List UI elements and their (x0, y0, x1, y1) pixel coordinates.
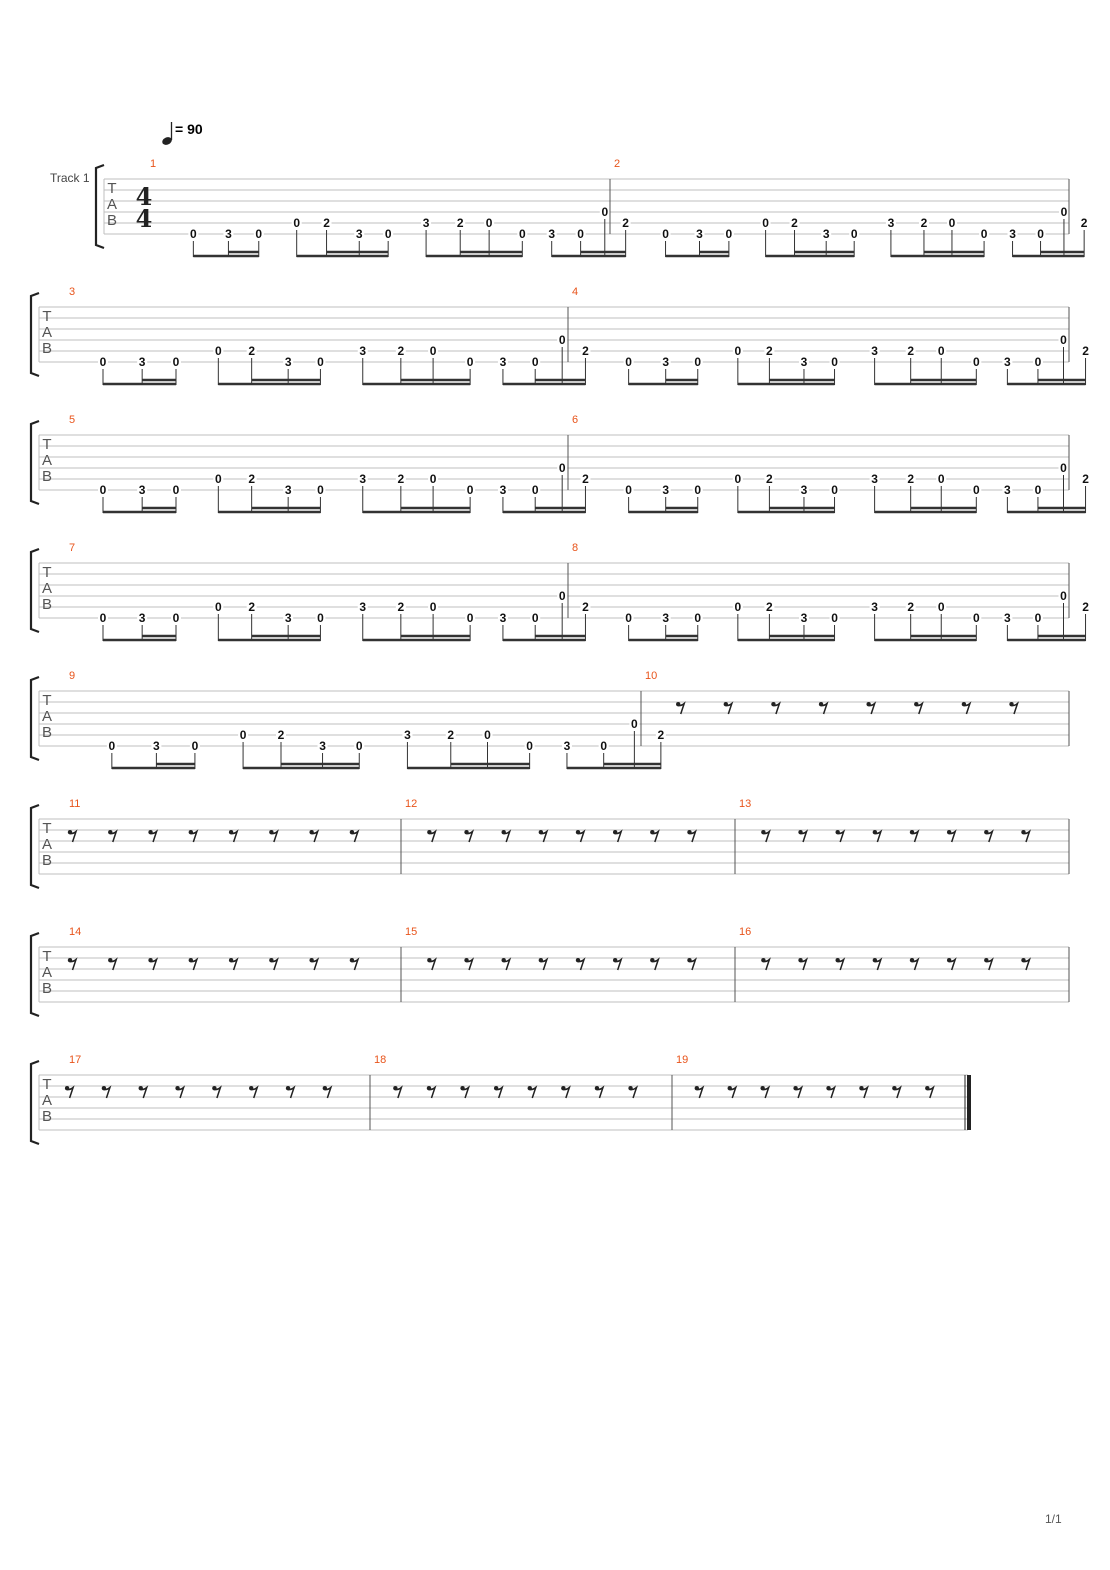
measure (572, 542, 1091, 641)
fret-number: 2 (397, 344, 405, 358)
tab-system (96, 158, 1089, 257)
eighth-rest-icon (650, 958, 658, 970)
tab-clef-letter: A (41, 964, 53, 981)
tab-clef-letter: B (41, 852, 53, 869)
eighth-rest-icon (650, 830, 658, 842)
system-bracket (31, 933, 39, 1016)
fret-number: 2 (456, 216, 464, 230)
fret-number: 3 (359, 600, 367, 614)
fret-number: 3 (800, 611, 808, 625)
eighth-rest-icon (873, 830, 881, 842)
fret-number: 0 (1060, 333, 1067, 347)
fret-number: 0 (429, 600, 437, 614)
eighth-rest-icon (350, 958, 358, 970)
fret-number: 0 (485, 216, 493, 230)
fret-number: 2 (248, 344, 256, 358)
fret-number: 0 (972, 483, 980, 497)
eighth-rest-icon (108, 958, 116, 970)
measure-number: 14 (69, 926, 82, 938)
measure-number: 12 (405, 798, 418, 810)
fret-number: 2 (791, 216, 798, 230)
measure (614, 158, 1089, 257)
fret-number: 2 (1082, 472, 1089, 486)
fret-number: 0 (762, 216, 769, 230)
measure-number: 8 (572, 542, 579, 554)
eighth-rest-icon (427, 830, 435, 842)
eighth-rest-icon (427, 958, 435, 970)
fret-number: 2 (766, 472, 773, 486)
eighth-rest-icon (728, 1086, 736, 1098)
measure-number: 15 (405, 926, 418, 938)
tab-clef-letter: A (41, 1092, 53, 1109)
fret-number: 0 (631, 717, 638, 731)
fret-number: 0 (99, 611, 107, 625)
tab-clef-letter: T (42, 820, 52, 837)
eighth-rest-icon (323, 1086, 331, 1098)
eighth-rest-icon (613, 830, 621, 842)
eighth-rest-icon (962, 702, 970, 714)
eighth-rest-icon (1021, 958, 1029, 970)
fret-number: 0 (601, 205, 609, 219)
fret-number: 0 (937, 472, 945, 486)
eighth-rest-icon (947, 830, 955, 842)
system-bracket (31, 1061, 39, 1144)
fret-number: 0 (980, 227, 988, 241)
fret-number: 2 (1080, 216, 1088, 230)
fret-number: 0 (255, 227, 263, 241)
fret-number: 3 (499, 483, 507, 497)
tab-clef-letter: B (41, 1108, 53, 1125)
tab-clef-letter: T (42, 564, 52, 581)
fret-number: 2 (907, 344, 915, 358)
tab-clef-letter: B (41, 724, 53, 741)
fret-number: 0 (972, 355, 980, 369)
fret-number: 0 (214, 344, 222, 358)
fret-number: 0 (317, 611, 324, 625)
time-signature (136, 182, 153, 233)
system-bracket (31, 549, 39, 632)
fret-number: 3 (359, 472, 367, 486)
fret-number: 0 (948, 216, 956, 230)
fret-number: 0 (172, 611, 180, 625)
fret-number: 0 (734, 472, 742, 486)
eighth-rest-icon (65, 1086, 73, 1098)
fret-number: 3 (284, 483, 292, 497)
fret-number: 0 (466, 483, 474, 497)
tab-system (31, 414, 1091, 513)
fret-number: 3 (359, 344, 367, 358)
eighth-rest-icon (984, 958, 992, 970)
fret-number: 2 (766, 600, 773, 614)
fret-number: 3 (499, 355, 507, 369)
fret-number: 0 (558, 461, 566, 475)
eighth-rest-icon (139, 1086, 147, 1098)
systems (31, 158, 1091, 1144)
fret-number: 2 (248, 600, 256, 614)
fret-number: 0 (1060, 589, 1067, 603)
fret-number: 0 (625, 483, 632, 497)
measure (572, 286, 1091, 385)
fret-number: 0 (429, 344, 437, 358)
tempo-value: = 90 (175, 121, 203, 137)
eighth-rest-icon (859, 1086, 867, 1098)
fret-number: 0 (317, 355, 324, 369)
eighth-rest-icon (771, 702, 779, 714)
fret-number: 0 (1034, 611, 1042, 625)
fret-number: 3 (1009, 227, 1016, 241)
fret-number: 2 (397, 600, 405, 614)
tab-system (31, 542, 1091, 641)
measure-number: 17 (69, 1054, 82, 1066)
fret-number: 0 (662, 227, 669, 241)
fret-number: 0 (1034, 355, 1042, 369)
measure-number: 10 (645, 670, 658, 682)
fret-number: 0 (526, 739, 533, 753)
tab-clef-letter: B (106, 212, 118, 229)
fret-number: 2 (582, 472, 589, 486)
fret-number: 3 (822, 227, 830, 241)
eighth-rest-icon (613, 958, 621, 970)
fret-number: 3 (225, 227, 232, 241)
fret-number: 3 (887, 216, 895, 230)
eighth-rest-icon (68, 830, 76, 842)
fret-number: 0 (108, 739, 116, 753)
eighth-rest-icon (148, 958, 156, 970)
track-label: Track 1 (50, 171, 90, 185)
measure-number: 13 (739, 798, 752, 810)
eighth-rest-icon (595, 1086, 603, 1098)
fret-number: 3 (138, 483, 146, 497)
fret-number: 0 (172, 355, 180, 369)
fret-number: 3 (1004, 355, 1011, 369)
measure-number: 11 (69, 798, 81, 810)
fret-number: 3 (871, 472, 878, 486)
eighth-rest-icon (269, 958, 277, 970)
measure (572, 414, 1091, 513)
svg-text:4: 4 (135, 204, 153, 233)
eighth-rest-icon (910, 830, 918, 842)
fret-number: 0 (577, 227, 584, 241)
eighth-rest-icon (1009, 702, 1017, 714)
tab-clef-letter: B (41, 980, 53, 997)
tab-system (31, 1054, 969, 1144)
fret-number: 0 (831, 611, 838, 625)
fret-number: 0 (531, 611, 539, 625)
fret-number: 2 (277, 728, 285, 742)
system-bracket (96, 165, 104, 248)
fret-number: 0 (355, 739, 363, 753)
tab-clef-letter: T (42, 436, 52, 453)
eighth-rest-icon (892, 1086, 900, 1098)
fret-number: 3 (499, 611, 507, 625)
measure (69, 414, 590, 513)
fret-number: 0 (831, 355, 838, 369)
system-bracket (31, 677, 39, 760)
fret-number: 2 (447, 728, 455, 742)
tab-clef-letter: B (41, 468, 53, 485)
fret-number: 3 (153, 739, 160, 753)
tab-clef-letter: B (41, 340, 53, 357)
fret-number: 2 (920, 216, 928, 230)
system-bracket (31, 293, 39, 376)
tab-clef-letter: A (41, 708, 53, 725)
fret-number: 0 (484, 728, 491, 742)
fret-number: 3 (404, 728, 411, 742)
fret-number: 2 (657, 728, 665, 742)
eighth-rest-icon (873, 958, 881, 970)
eighth-rest-icon (819, 702, 827, 714)
fret-number: 0 (1060, 461, 1067, 475)
tab-system (31, 670, 1069, 769)
fret-number: 3 (548, 227, 556, 241)
eighth-rest-icon (695, 1086, 703, 1098)
fret-number: 2 (622, 216, 629, 230)
fret-number: 3 (284, 611, 292, 625)
tab-clef-letter: A (41, 580, 53, 597)
fret-number: 2 (907, 472, 915, 486)
fret-number: 0 (734, 344, 742, 358)
eighth-rest-icon (539, 958, 547, 970)
system-bracket (31, 421, 39, 504)
tab-system (31, 926, 1069, 1016)
fret-number: 3 (662, 483, 670, 497)
fret-number: 0 (850, 227, 858, 241)
eighth-rest-icon (189, 830, 197, 842)
fret-number: 3 (138, 611, 146, 625)
fret-number: 0 (694, 483, 702, 497)
fret-number: 0 (531, 355, 539, 369)
eighth-rest-icon (910, 958, 918, 970)
eighth-rest-icon (760, 1086, 768, 1098)
measure-number: 6 (572, 414, 579, 426)
fret-number: 0 (317, 483, 324, 497)
tab-clef-letter: B (41, 596, 53, 613)
fret-number: 0 (293, 216, 301, 230)
eighth-rest-icon (984, 830, 992, 842)
fret-number: 0 (214, 472, 222, 486)
measure (69, 286, 590, 385)
eighth-rest-icon (724, 702, 732, 714)
fret-number: 3 (800, 483, 808, 497)
fret-number: 0 (600, 739, 608, 753)
eighth-rest-icon (249, 1086, 257, 1098)
fret-number: 2 (766, 344, 773, 358)
fret-number: 0 (558, 589, 566, 603)
measure-number: 16 (739, 926, 752, 938)
fret-number: 0 (531, 483, 539, 497)
measure-number: 18 (374, 1054, 387, 1066)
eighth-rest-icon (687, 958, 695, 970)
fret-number: 3 (662, 355, 670, 369)
fret-number: 0 (191, 739, 199, 753)
fret-number: 3 (563, 739, 571, 753)
fret-number: 3 (1004, 483, 1011, 497)
fret-number: 3 (422, 216, 430, 230)
fret-number: 3 (871, 344, 878, 358)
fret-number: 3 (355, 227, 363, 241)
quarter-note-icon (161, 122, 173, 146)
measure-number: 3 (69, 286, 76, 298)
eighth-rest-icon (561, 1086, 569, 1098)
fret-number: 3 (696, 227, 703, 241)
eighth-rest-icon (501, 958, 509, 970)
fret-number: 0 (214, 600, 222, 614)
tab-clef-letter: A (41, 452, 53, 469)
measure-number: 2 (614, 158, 621, 170)
measure-number: 19 (676, 1054, 689, 1066)
eighth-rest-icon (102, 1086, 110, 1098)
eighth-rest-icon (309, 830, 317, 842)
fret-number: 2 (323, 216, 330, 230)
measure (150, 158, 631, 257)
eighth-rest-icon (501, 830, 509, 842)
eighth-rest-icon (309, 958, 317, 970)
eighth-rest-icon (464, 958, 472, 970)
fret-number: 3 (138, 355, 146, 369)
eighth-rest-icon (798, 958, 806, 970)
fret-number: 0 (625, 355, 632, 369)
tab-clef-letter: A (106, 196, 118, 213)
eighth-rest-icon (835, 958, 843, 970)
eighth-rest-icon (687, 830, 695, 842)
measure-number: 9 (69, 670, 76, 682)
system-bracket (31, 805, 39, 888)
measure-number: 7 (69, 542, 76, 554)
fret-number: 3 (1004, 611, 1011, 625)
fret-number: 0 (937, 600, 945, 614)
eighth-rest-icon (189, 958, 197, 970)
measure (69, 542, 590, 641)
fret-number: 2 (397, 472, 405, 486)
eighth-rest-icon (826, 1086, 834, 1098)
eighth-rest-icon (68, 958, 76, 970)
measure-number: 5 (69, 414, 76, 426)
eighth-rest-icon (286, 1086, 294, 1098)
tab-clef-letter: T (42, 948, 52, 965)
eighth-rest-icon (539, 830, 547, 842)
eighth-rest-icon (628, 1086, 636, 1098)
fret-number: 2 (1082, 344, 1089, 358)
fret-number: 0 (429, 472, 437, 486)
tab-system (31, 798, 1069, 888)
fret-number: 0 (831, 483, 838, 497)
eighth-rest-icon (148, 830, 156, 842)
fret-number: 2 (907, 600, 915, 614)
eighth-rest-icon (914, 702, 922, 714)
fret-number: 0 (99, 483, 107, 497)
fret-number: 0 (625, 611, 632, 625)
svg-text:4: 4 (135, 182, 153, 211)
eighth-rest-icon (269, 830, 277, 842)
eighth-rest-icon (528, 1086, 536, 1098)
eighth-rest-icon (866, 702, 874, 714)
tab-clef-letter: T (42, 692, 52, 709)
eighth-rest-icon (464, 830, 472, 842)
eighth-rest-icon (229, 958, 237, 970)
fret-number: 3 (800, 355, 808, 369)
fret-number: 3 (319, 739, 326, 753)
eighth-rest-icon (925, 1086, 933, 1098)
eighth-rest-icon (676, 702, 684, 714)
fret-number: 0 (239, 728, 247, 742)
fret-number: 0 (384, 227, 392, 241)
eighth-rest-icon (212, 1086, 220, 1098)
measure-number: 4 (572, 286, 579, 298)
fret-number: 2 (248, 472, 256, 486)
eighth-rest-icon (761, 958, 769, 970)
fret-number: 0 (190, 227, 197, 241)
tab-system (31, 286, 1091, 385)
fret-number: 2 (1082, 600, 1089, 614)
measure-number: 1 (150, 158, 157, 170)
fret-number: 0 (1060, 205, 1068, 219)
tab-clef-letter: A (41, 324, 53, 341)
eighth-rest-icon (947, 958, 955, 970)
tab-clef-letter: T (42, 308, 52, 325)
fret-number: 0 (725, 227, 733, 241)
eighth-rest-icon (576, 958, 584, 970)
tab-clef-letter: A (41, 836, 53, 853)
fret-number: 0 (734, 600, 742, 614)
eighth-rest-icon (1021, 830, 1029, 842)
fret-number: 0 (518, 227, 526, 241)
eighth-rest-icon (835, 830, 843, 842)
fret-number: 0 (466, 355, 474, 369)
fret-number: 2 (582, 600, 589, 614)
eighth-rest-icon (229, 830, 237, 842)
tab-clef-letter: T (42, 1076, 52, 1093)
fret-number: 0 (694, 611, 702, 625)
fret-number: 3 (871, 600, 878, 614)
eighth-rest-icon (108, 830, 116, 842)
eighth-rest-icon (761, 830, 769, 842)
fret-number: 0 (172, 483, 180, 497)
fret-number: 0 (99, 355, 107, 369)
fret-number: 0 (1034, 483, 1042, 497)
fret-number: 0 (1037, 227, 1044, 241)
eighth-rest-icon (576, 830, 584, 842)
fret-number: 0 (694, 355, 702, 369)
eighth-rest-icon (460, 1086, 468, 1098)
page-number: 1/1 (1045, 1512, 1062, 1526)
eighth-rest-icon (393, 1086, 401, 1098)
fret-number: 0 (937, 344, 945, 358)
eighth-rest-icon (427, 1086, 435, 1098)
fret-number: 0 (466, 611, 474, 625)
tempo-marking (161, 121, 203, 146)
eighth-rest-icon (798, 830, 806, 842)
eighth-rest-icon (793, 1086, 801, 1098)
eighth-rest-icon (494, 1086, 502, 1098)
measure (69, 670, 666, 769)
fret-number: 0 (558, 333, 566, 347)
eighth-rest-icon (350, 830, 358, 842)
fret-number: 2 (582, 344, 589, 358)
tab-clef-letter: T (107, 180, 117, 197)
fret-number: 0 (972, 611, 980, 625)
fret-number: 3 (662, 611, 670, 625)
fret-number: 3 (284, 355, 292, 369)
eighth-rest-icon (175, 1086, 183, 1098)
